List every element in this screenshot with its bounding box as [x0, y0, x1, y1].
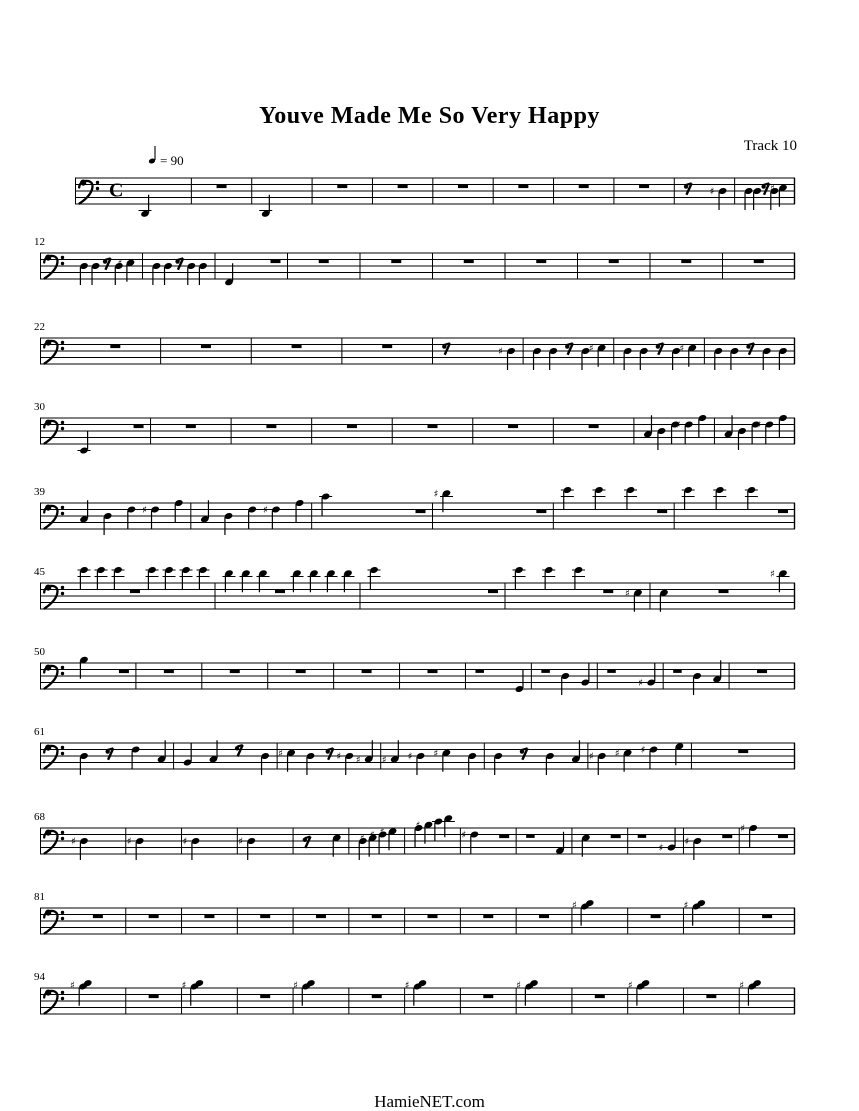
svg-text:♯: ♯ [293, 980, 298, 992]
svg-text:♯: ♯ [740, 823, 746, 835]
measure-number: 12 [34, 236, 45, 248]
measure-number: 45 [34, 566, 45, 578]
staff-system [0, 547, 859, 629]
svg-text:♯: ♯ [588, 343, 594, 355]
svg-text:♯: ♯ [588, 751, 594, 763]
measure-number: 61 [34, 726, 45, 738]
svg-text:♯: ♯ [126, 836, 132, 848]
svg-text:♯: ♯ [516, 980, 521, 992]
svg-text:♯: ♯ [355, 754, 361, 766]
svg-text:♯: ♯ [498, 346, 503, 358]
svg-text:♯: ♯ [683, 900, 689, 912]
svg-text:♯: ♯ [369, 830, 375, 842]
svg-text:♯: ♯ [404, 980, 410, 992]
staff-system [0, 952, 859, 1034]
svg-text:♯: ♯ [381, 754, 387, 766]
svg-text:♯: ♯ [359, 833, 365, 845]
measure-number: 30 [34, 401, 45, 413]
svg-text:♯: ♯ [625, 588, 630, 600]
svg-text:♯: ♯ [679, 343, 685, 355]
svg-text:♯: ♯ [658, 843, 664, 855]
staff-system [0, 707, 859, 789]
measure-number: 94 [34, 971, 45, 983]
svg-text:♯: ♯ [640, 745, 646, 757]
svg-text:♯: ♯ [627, 980, 633, 992]
staff-system [0, 217, 859, 299]
staff-system [0, 302, 859, 384]
song-title: Youve Made Me So Very Happy [259, 103, 600, 129]
svg-text:♯: ♯ [182, 836, 188, 848]
staff-system [0, 627, 859, 709]
svg-text:♯: ♯ [70, 980, 75, 992]
site-watermark: HamieNET.com [374, 1092, 485, 1111]
svg-text:♯: ♯ [770, 568, 775, 580]
svg-text:♯: ♯ [756, 420, 762, 432]
svg-text:♯: ♯ [278, 748, 283, 760]
staff-system [0, 872, 859, 954]
measure-number: 81 [34, 891, 45, 903]
svg-text:♯: ♯ [71, 836, 76, 848]
svg-text:C: C [109, 179, 124, 202]
svg-text:♯: ♯ [675, 420, 681, 432]
svg-text:♯: ♯ [461, 830, 467, 842]
svg-text:♯: ♯ [684, 836, 690, 848]
measure-number: 39 [34, 486, 45, 498]
svg-text:♯: ♯ [142, 505, 147, 517]
svg-text:♯: ♯ [238, 836, 244, 848]
svg-text:♯: ♯ [117, 258, 123, 270]
svg-text:♯: ♯ [262, 505, 268, 517]
measure-number: 50 [34, 646, 45, 658]
svg-text:♯: ♯ [415, 820, 421, 832]
tempo-marking: = 90 [160, 153, 184, 168]
svg-text:♯: ♯ [181, 980, 187, 992]
staff-system [0, 382, 859, 464]
svg-text:♯: ♯ [433, 488, 439, 500]
measure-number: 22 [34, 321, 45, 333]
svg-text:♯: ♯ [739, 980, 745, 992]
svg-text:♯: ♯ [433, 748, 439, 760]
svg-text:♯: ♯ [770, 183, 775, 195]
svg-text:♯: ♯ [638, 678, 644, 690]
svg-text:♯: ♯ [336, 751, 342, 763]
track-label: Track 10 [743, 138, 797, 154]
svg-text:♯: ♯ [571, 900, 577, 912]
svg-text:♯: ♯ [614, 748, 620, 760]
svg-text:♯: ♯ [407, 751, 413, 763]
staff-system [0, 467, 859, 549]
svg-text:♯: ♯ [379, 826, 385, 838]
staff-system [0, 142, 859, 224]
measure-number: 68 [34, 811, 45, 823]
svg-text:♯: ♯ [709, 186, 715, 198]
staff-system [0, 792, 859, 874]
